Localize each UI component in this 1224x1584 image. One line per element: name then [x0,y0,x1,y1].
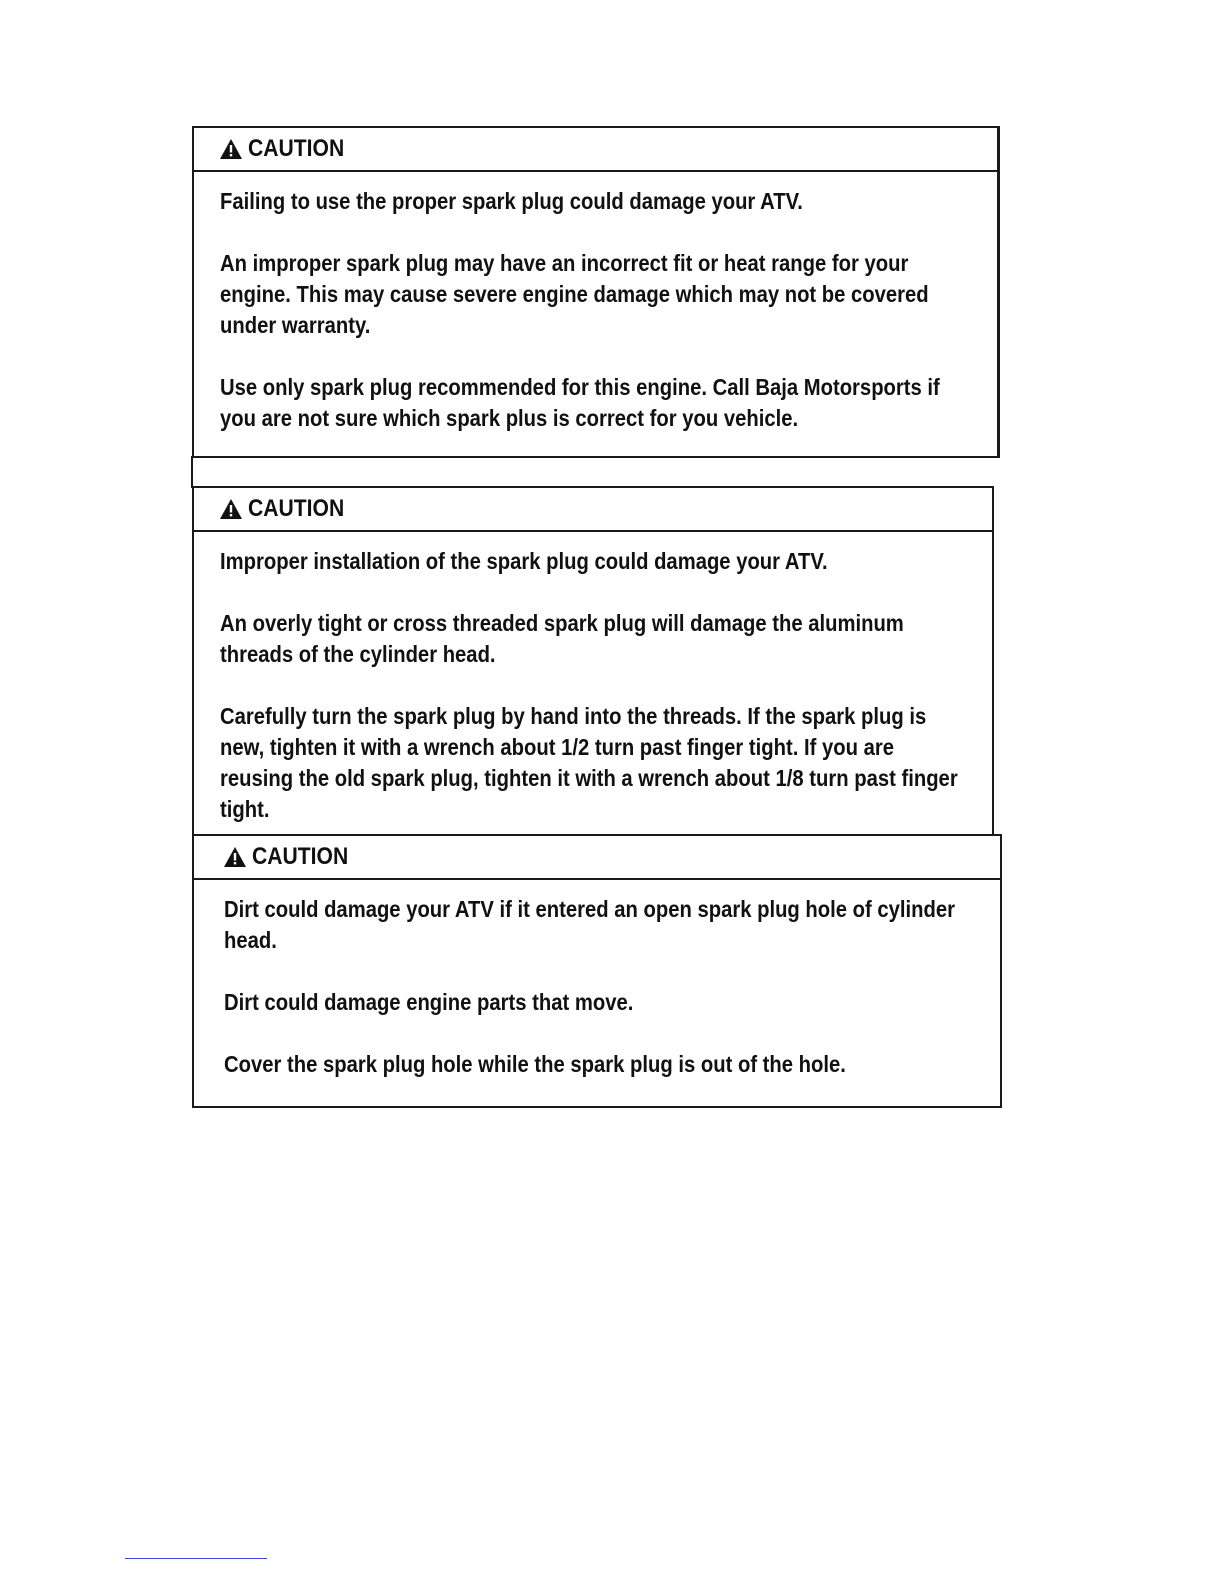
warning-triangle-icon [220,499,242,519]
warning-triangle-icon [224,847,246,867]
caution-paragraph: Cover the spark plug hole while the spark plug is out of the hole. [224,1051,846,1077]
caution-title: CAUTION [252,843,349,870]
warning-triangle-icon [220,139,242,159]
caution-body [194,880,1000,1080]
caution-body [194,532,992,825]
caution-paragraph: Dirt could damage your ATV if it entered an open spark plug hole of cylinder head. [224,896,956,953]
caution-title: CAUTION [248,495,345,522]
caution-header [194,488,992,532]
caution-header [194,128,997,172]
caution-box-spark-plug-installation [192,486,994,836]
caution-paragraph: An overly tight or cross threaded spark plug will damage the aluminum threads of the cylinder head. [220,610,904,667]
caution-box-dirt [192,834,1002,1108]
caution-paragraph: Failing to use the proper spark plug could damage your ATV. [220,188,803,214]
caution-paragraph: Carefully turn the spark plug by hand into the threads. If the spark plug is new, tighten it with a wrench about 1/2 turn past finger tight. If you are reusing the old spark plug, tighten it with a wrench about 1/8 turn past finger tight. [220,703,958,822]
caution-paragraph: Dirt could damage engine parts that move. [224,989,634,1015]
footnote-separator [125,1558,267,1559]
caution-title: CAUTION [248,135,345,162]
caution-paragraph: An improper spark plug may have an incorrect fit or heat range for your engine. This may cause severe engine damage which may not be covered under warranty. [220,250,929,338]
caution-header [194,836,1000,880]
caution-paragraph: Improper installation of the spark plug could damage your ATV. [220,548,828,574]
caution-body [194,172,997,434]
box-divider-line [191,456,193,488]
caution-box-spark-plug-type [192,126,1000,458]
caution-paragraph: Use only spark plug recommended for this engine. Call Baja Motorsports if you are not sure which spark plus is correct for you vehicle. [220,374,940,431]
